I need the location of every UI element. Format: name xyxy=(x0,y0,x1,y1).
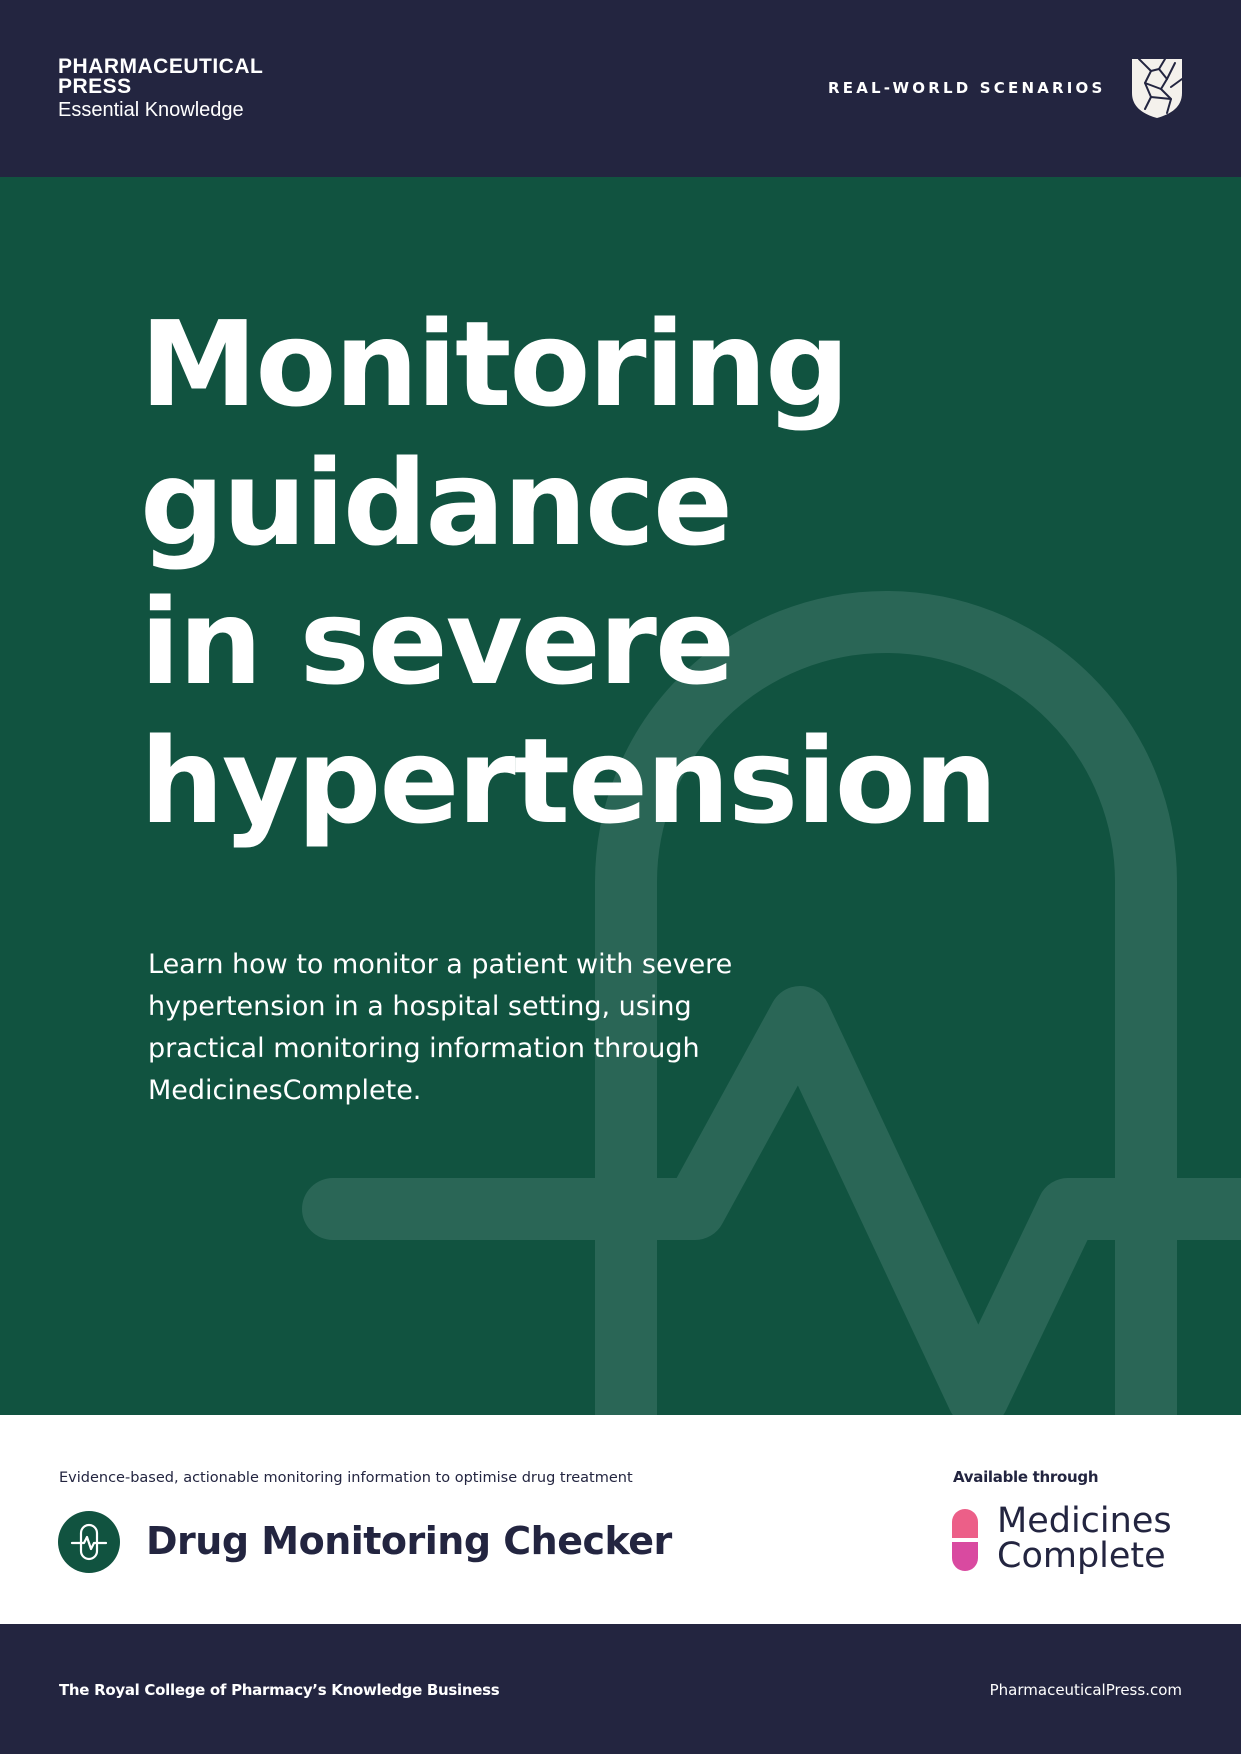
product-info-band xyxy=(0,1415,1241,1624)
brand-name-line1: PHARMACEUTICAL xyxy=(58,55,264,78)
header-bar xyxy=(0,0,1241,177)
partner-name-line1: Medicines xyxy=(997,1501,1172,1541)
publisher-logo[interactable] xyxy=(58,57,263,122)
product-description: Evidence-based, actionable monitoring information to optimise drug treatment xyxy=(59,1470,633,1486)
website-link[interactable]: PharmaceuticalPress.com xyxy=(989,1681,1182,1699)
hero-section xyxy=(0,177,1241,1415)
heartbeat-capsule-icon xyxy=(58,1511,120,1573)
series-tagline: REAL-WORLD SCENARIOS xyxy=(828,79,1106,97)
brand-tagline: Essential Knowledge xyxy=(58,99,244,121)
intro-text: Learn how to monitor a patient with severe hypertension in a hospital setting, using practical monitoring information through MedicinesComplete. xyxy=(148,949,733,1106)
capsule-icon xyxy=(952,1509,978,1571)
brand-name-line2: PRESS xyxy=(58,75,132,98)
title-line: guidance xyxy=(140,434,731,572)
available-through-label: Available through xyxy=(953,1468,1099,1486)
medicines-complete-logo[interactable] xyxy=(997,1501,1172,1576)
footer-bar xyxy=(0,1624,1241,1754)
product-name: Drug Monitoring Checker xyxy=(146,1519,672,1563)
shield-icon xyxy=(1131,57,1183,119)
title-line: Monitoring xyxy=(140,295,848,433)
footer-organisation: The Royal College of Pharmacy’s Knowledge Business xyxy=(59,1681,500,1699)
title-line: hypertension xyxy=(140,712,996,850)
title-line: in severe xyxy=(140,573,733,711)
page-title xyxy=(140,295,996,851)
partner-name-line2: Complete xyxy=(997,1536,1166,1576)
